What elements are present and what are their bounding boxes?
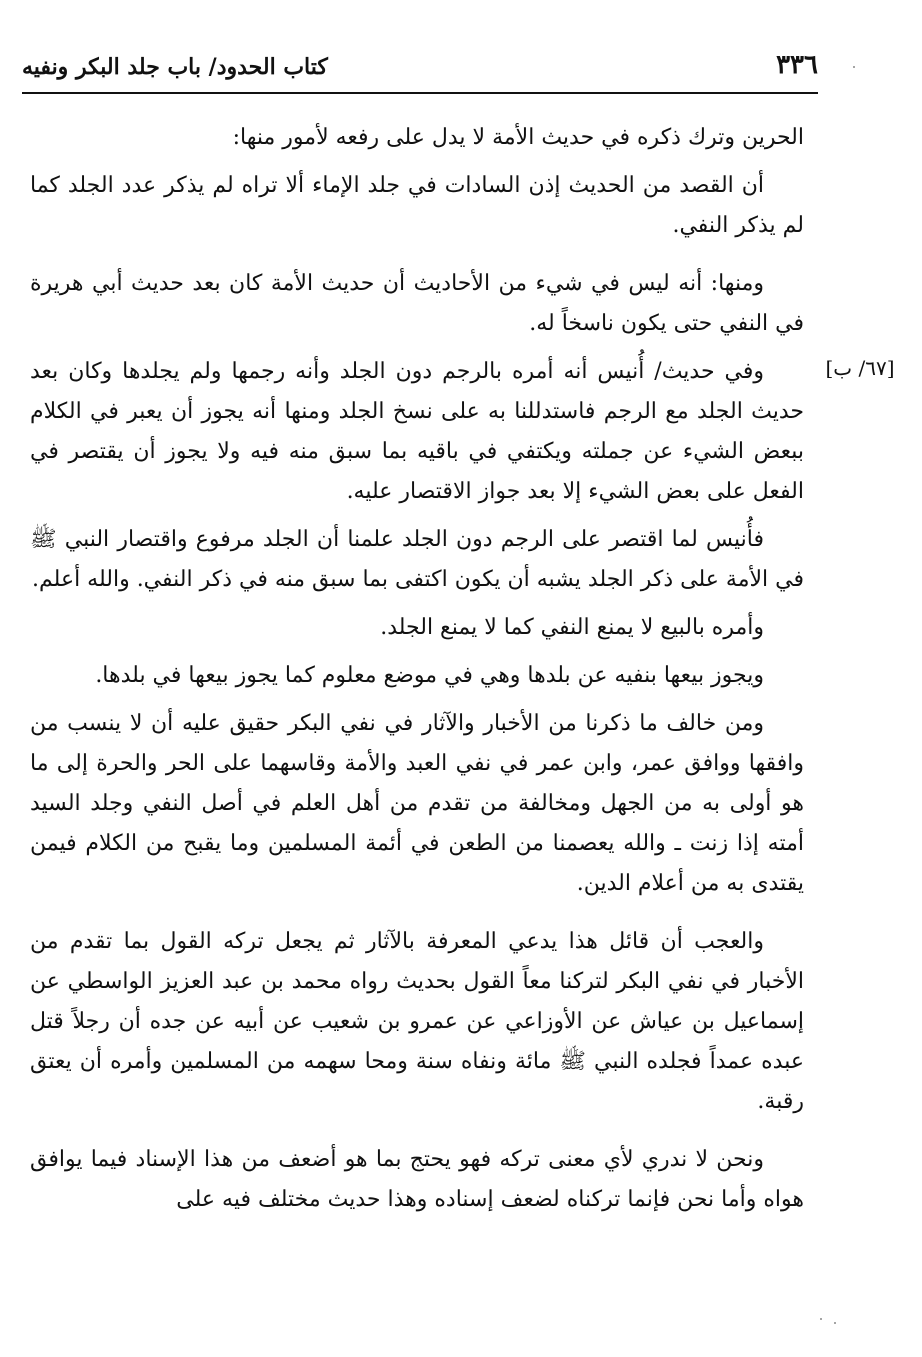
chapter-title: كتاب الحدود/ باب جلد البكر ونفيه: [22, 54, 328, 80]
paragraph: فأُنيس لما اقتصر على الرجم دون الجلد علمنا أن الجلد مرفوع واقتصار النبي ﷺ في الأمة على ذكر الجلد يشبه أن يكون اكتفى بما سبق منه في ذكر النفي. والله أعلم.: [30, 527, 804, 592]
paragraph: ونحن لا ندري لأي معنى تركه فهو يحتج بما هو أضعف من هذا الإسناد فيما يوافق هواه وأما نحن فإنما تركناه لضعف إسناده وهذا حديث مختلف فيه على: [30, 1147, 804, 1212]
paragraph: والعجب أن قائل هذا يدعي المعرفة بالآثار ثم يجعل تركه القول بما تقدم من الأخبار في نفي البكر لتركنا معاً القول بحديث رواه محمد بن عبد العزيز الواسطي عن إسماعيل بن عياش عن الأوزاعي عن عمرو بن شعيب عن أبيه عن جده أن رجلاً قتل عبده عمداً فجلده النبي ﷺ مائة ونفاه سنة ومحا سهمه من المسلمين وأمره أن يعتق رقبة.: [30, 929, 804, 1114]
paragraph: وأمره بالبيع لا يمنع النفي كما لا يمنع الجلد.: [380, 615, 764, 640]
scan-speck: [834, 1322, 836, 1324]
paragraph: أن القصد من الحديث إذن السادات في جلد الإماء ألا تراه لم يذكر عدد الجلد كما لم يذكر النفي.: [30, 173, 804, 238]
page-number: ٣٣٦: [776, 50, 818, 80]
paragraph: ومنها: أنه ليس في شيء من الأحاديث أن حديث الأمة كان بعد حديث أبي هريرة في النفي حتى يكون ناسخاً له.: [30, 271, 804, 336]
scan-speck: [820, 1318, 822, 1320]
folio-margin-note: [٦٧/ ب]: [825, 356, 895, 380]
running-header: [22, 48, 818, 94]
paragraph: وفي حديث/ أُنيس أنه أمره بالرجم دون الجلد وأنه رجمها ولم يجلدها وكان بعد حديث الجلد مع الرجم فاستدللنا به على نسخ الجلد ومنها أنه يجوز أن يعبر في الكلام ببعض الشيء عن جملته ويكتفي في باقيه بما سبق منه فيه ولا يجوز أن يقتصر في الفعل على بعض الشيء إلا بعد جواز الاقتصار عليه.: [30, 359, 805, 504]
paragraph: ومن خالف ما ذكرنا من الأخبار والآثار في نفي البكر حقيق عليه أن لا ينسب من وافقها ووافق عمر، وابن عمر في نفي العبد والأمة وقاسهما على الحر والحرة إلى ما هو أولى به من الجهل ومخالفة من تقدم من أهل العلم في أصل النفي وجلد السيد أمته إذا زنت ـ والله يعصمنا من الطعن في أئمة المسلمين وما يقبح من الكلام فيمن يقتدى به من أعلام الدين.: [30, 711, 804, 896]
page-body: [30, 118, 804, 1228]
paragraph: الحرين وترك ذكره في حديث الأمة لا يدل على رفعه لأمور منها:: [232, 125, 804, 150]
scan-speck: [853, 66, 855, 68]
paragraph: ويجوز بيعها بنفيه عن بلدها وهي في موضع معلوم كما يجوز بيعها في بلدها.: [95, 663, 764, 688]
